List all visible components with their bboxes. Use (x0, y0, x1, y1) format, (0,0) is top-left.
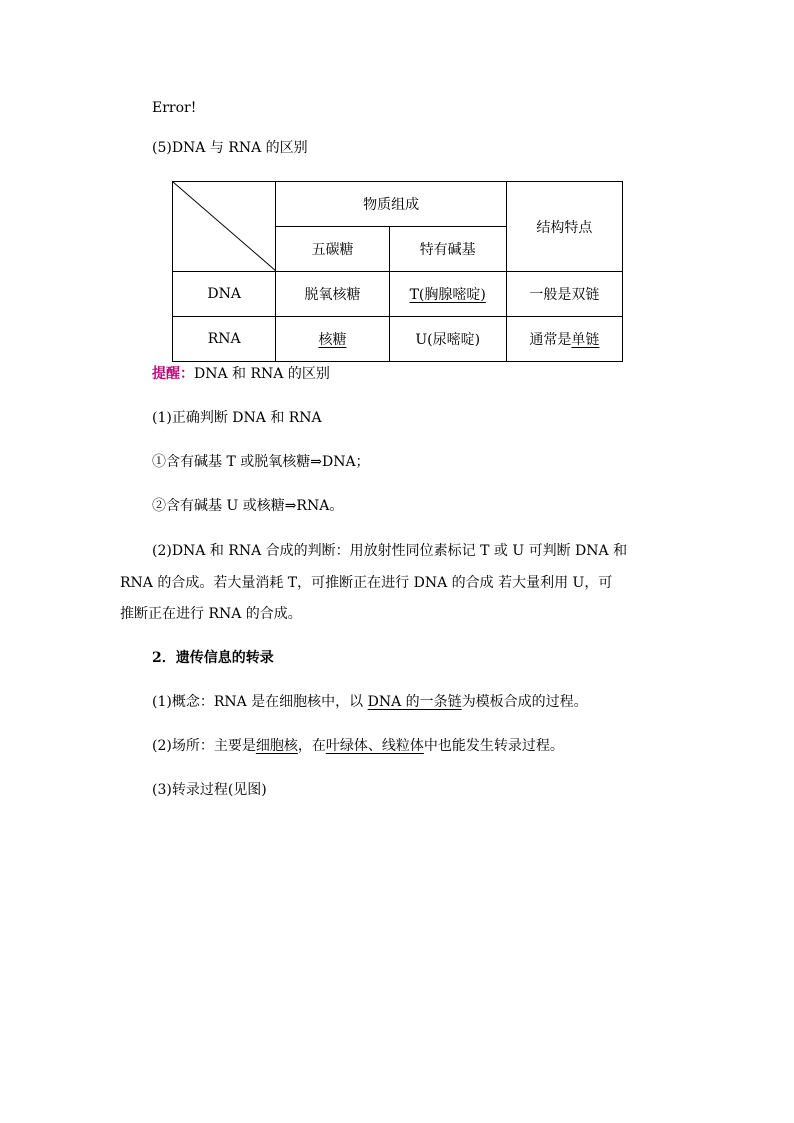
concept-prefix: (1)概念：RNA 是在细胞核中，以 (152, 694, 368, 710)
concept-line (152, 692, 588, 712)
point-2-line2: RNA 的合成。若大量消耗 T，可推断正在进行 DNA 的合成 若大量利用 U，可 (120, 575, 613, 591)
row-structure-underlined: 单链 (571, 332, 600, 348)
point-1b: ②含有碱基 U 或核糖⇒RNA。 (152, 498, 344, 514)
row-name: DNA (173, 272, 276, 317)
place-middle: ，在 (297, 738, 326, 754)
row-sugar (276, 317, 389, 362)
section-title: (5)DNA 与 RNA 的区别 (152, 140, 308, 156)
point-1: (1)正确判断 DNA 和 RNA (152, 410, 322, 426)
row-base (389, 272, 506, 317)
point-2-line1: (2)DNA 和 RNA 合成的判断：用放射性同位素标记 T 或 U 可判断 DNA 和 (152, 543, 628, 559)
table-row (173, 272, 623, 317)
row-structure: 一般是双链 (506, 272, 622, 317)
place-suffix: 中也能发生转录过程。 (423, 738, 564, 754)
row-sugar-underlined: 核糖 (318, 332, 347, 348)
row-structure-prefix: 通常是 (529, 332, 572, 348)
row-name: RNA (173, 317, 276, 362)
diagonal-line (173, 182, 276, 271)
place-underlined-1: 细胞核 (255, 738, 298, 754)
point-2-line3: 推断正在进行 RNA 的合成。 (120, 606, 302, 622)
row-sugar: 脱氧核糖 (276, 272, 389, 317)
tip-label: 提醒： (152, 366, 194, 382)
diagonal-header-cell (173, 182, 276, 272)
process-line: (3)转录过程(见图) (152, 782, 267, 798)
tip-text: DNA 和 RNA 的区别 (194, 366, 330, 382)
error-text: Error! (152, 100, 197, 116)
place-underlined-2: 叶绿体、线粒体 (325, 738, 424, 754)
table-row (173, 317, 623, 362)
place-line (152, 736, 564, 756)
row-structure (506, 317, 622, 362)
dna-rna-comparison-table (172, 181, 623, 362)
header-structure: 结构特点 (506, 182, 622, 272)
row-base-underlined: T(胸腺嘧啶) (409, 287, 486, 303)
section-2-heading: 2．遗传信息的转录 (152, 650, 274, 666)
concept-suffix: 为模板合成的过程。 (461, 694, 588, 710)
place-prefix: (2)场所：主要是 (152, 738, 256, 754)
header-sugar: 五碳糖 (276, 227, 389, 272)
header-base: 特有碱基 (389, 227, 506, 272)
point-1a: ①含有碱基 T 或脱氧核糖⇒DNA； (152, 454, 370, 470)
tip-line (152, 364, 330, 384)
header-composition: 物质组成 (276, 182, 506, 227)
row-base: U(尿嘧啶) (389, 317, 506, 362)
concept-underlined: DNA 的一条链 (367, 694, 462, 710)
